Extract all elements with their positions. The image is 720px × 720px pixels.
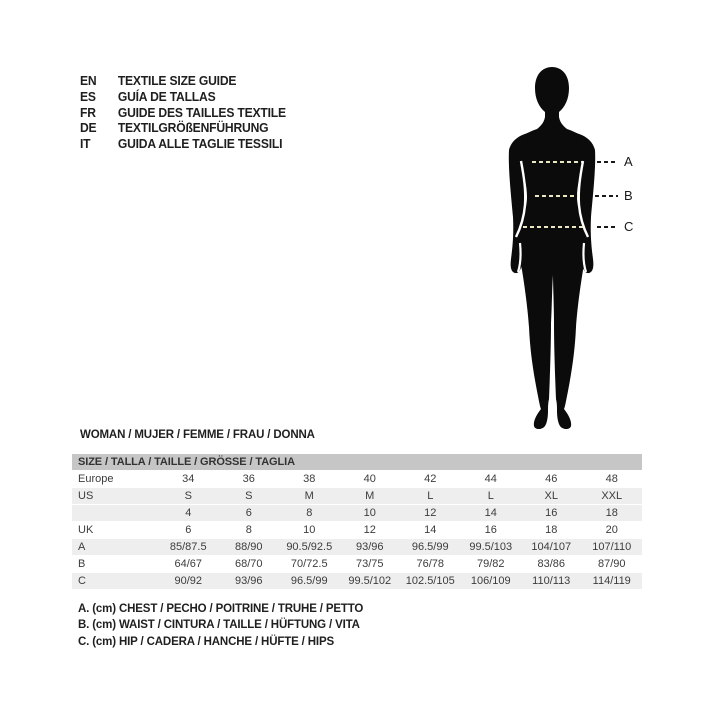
language-title: GUÍA DE TALLAS: [117, 89, 216, 104]
size-cell: 12: [363, 524, 376, 536]
table-row: [72, 539, 642, 556]
size-cell: S: [184, 490, 192, 502]
size-table: [72, 454, 642, 590]
language-code: FR: [80, 105, 96, 120]
size-cell: 107/110: [592, 541, 632, 553]
size-cell: 79/82: [476, 558, 505, 570]
size-cell: 44: [484, 473, 497, 485]
size-cell: M: [304, 490, 314, 502]
size-cell: 38: [303, 473, 316, 485]
language-row: [80, 74, 286, 90]
language-code: EN: [80, 74, 97, 88]
size-table-header: SIZE / TALLA / TAILLE / GRÖSSE / TAGLIA: [72, 454, 642, 471]
row-label: [72, 505, 158, 521]
size-cell: 88/90: [234, 541, 263, 553]
row-label: US: [78, 490, 94, 502]
size-cell: 4: [185, 507, 192, 519]
size-cell: 12: [424, 507, 437, 519]
size-cell: 70/72.5: [290, 558, 328, 570]
size-cell: 90/92: [174, 575, 203, 587]
size-cell: 76/78: [416, 558, 445, 570]
language-row: [80, 121, 286, 137]
size-cell: 6: [245, 507, 252, 519]
size-cell: 10: [303, 524, 316, 536]
table-row: [72, 471, 642, 488]
size-cell: 87/90: [597, 558, 626, 570]
row-label: A: [78, 541, 86, 553]
language-row: [80, 90, 286, 106]
row-label: UK: [78, 524, 94, 536]
size-cell: 42: [424, 473, 437, 485]
size-cell: 48: [605, 473, 618, 485]
table-row: [72, 556, 642, 573]
size-cell: 16: [484, 524, 497, 536]
row-label: C: [78, 575, 86, 587]
size-cell: 102.5/105: [405, 575, 455, 587]
measure-label-b: B: [624, 188, 633, 203]
language-row: [80, 137, 286, 153]
measure-label-a: A: [624, 154, 633, 169]
measure-label-c: C: [624, 219, 634, 234]
size-cell: 16: [545, 507, 558, 519]
size-cell: M: [365, 490, 375, 502]
size-cell: 6: [185, 524, 192, 536]
size-cell: 10: [363, 507, 376, 519]
size-cell: 114/119: [592, 575, 631, 587]
size-cell: XXL: [601, 490, 623, 502]
woman-silhouette-figure: [490, 55, 650, 435]
table-row: [72, 505, 642, 522]
size-cell: 85/87.5: [169, 541, 207, 553]
size-cell: 93/96: [355, 541, 384, 553]
size-cell: 18: [545, 524, 558, 536]
language-title: GUIDE DES TAILLES TEXTILE: [117, 105, 286, 120]
silhouette-body: [513, 67, 591, 429]
legend-line: C. (cm) HIP / CADERA / HANCHE / HÜFTE / HIPS: [78, 635, 335, 648]
gender-caption: WOMAN / MUJER / FEMME / FRAU / DONNA: [80, 429, 315, 441]
size-cell: 46: [545, 473, 558, 485]
size-cell: 90.5/92.5: [286, 541, 333, 553]
size-cell: 8: [245, 524, 252, 536]
language-title: TEXTILGRÖßENFÜHRUNG: [117, 121, 269, 136]
size-cell: 96.5/99: [411, 541, 449, 553]
size-table-body: [72, 471, 642, 590]
size-cell: 8: [306, 507, 313, 519]
measurement-legend: [78, 601, 363, 650]
size-cell: L: [487, 490, 494, 502]
size-cell: XL: [544, 490, 558, 502]
size-cell: 14: [424, 524, 437, 536]
size-cell: L: [427, 490, 434, 502]
language-code: IT: [80, 137, 91, 152]
size-cell: 93/96: [234, 575, 263, 587]
size-cell: 106/109: [470, 575, 511, 587]
legend-line: B. (cm) WAIST / CINTURA / TAILLE / HÜFTUNG / VITA: [78, 619, 360, 632]
size-cell: 36: [242, 473, 255, 485]
language-title: GUIDA ALLE TAGLIE TESSILI: [117, 137, 283, 152]
table-row: [72, 488, 642, 505]
row-label: B: [78, 558, 86, 570]
table-row: [72, 573, 642, 590]
size-cell: 99.5/103: [469, 541, 513, 553]
row-label: Europe: [78, 473, 114, 485]
size-cell: 99.5/102: [348, 575, 392, 587]
language-code: DE: [80, 121, 97, 136]
size-cell: 110/113: [532, 575, 571, 587]
size-cell: 20: [605, 524, 618, 536]
language-row: [80, 106, 286, 122]
size-cell: 96.5/99: [290, 575, 328, 587]
size-cell: 40: [363, 473, 376, 485]
legend-line: A. (cm) CHEST / PECHO / POITRINE / TRUHE / PETTO: [78, 603, 364, 615]
size-cell: 64/67: [174, 558, 203, 570]
size-cell: 73/75: [355, 558, 384, 570]
size-cell: 68/70: [234, 558, 263, 570]
language-code: ES: [80, 89, 96, 104]
size-cell: 83/86: [537, 558, 566, 570]
size-cell: 14: [484, 507, 497, 519]
language-title: TEXTILE SIZE GUIDE: [117, 74, 237, 88]
size-cell: 18: [605, 507, 618, 519]
size-cell: 34: [182, 473, 195, 485]
language-list: [80, 74, 286, 153]
size-cell: 104/107: [531, 541, 572, 553]
table-row: [72, 522, 642, 539]
size-cell: S: [245, 490, 253, 502]
